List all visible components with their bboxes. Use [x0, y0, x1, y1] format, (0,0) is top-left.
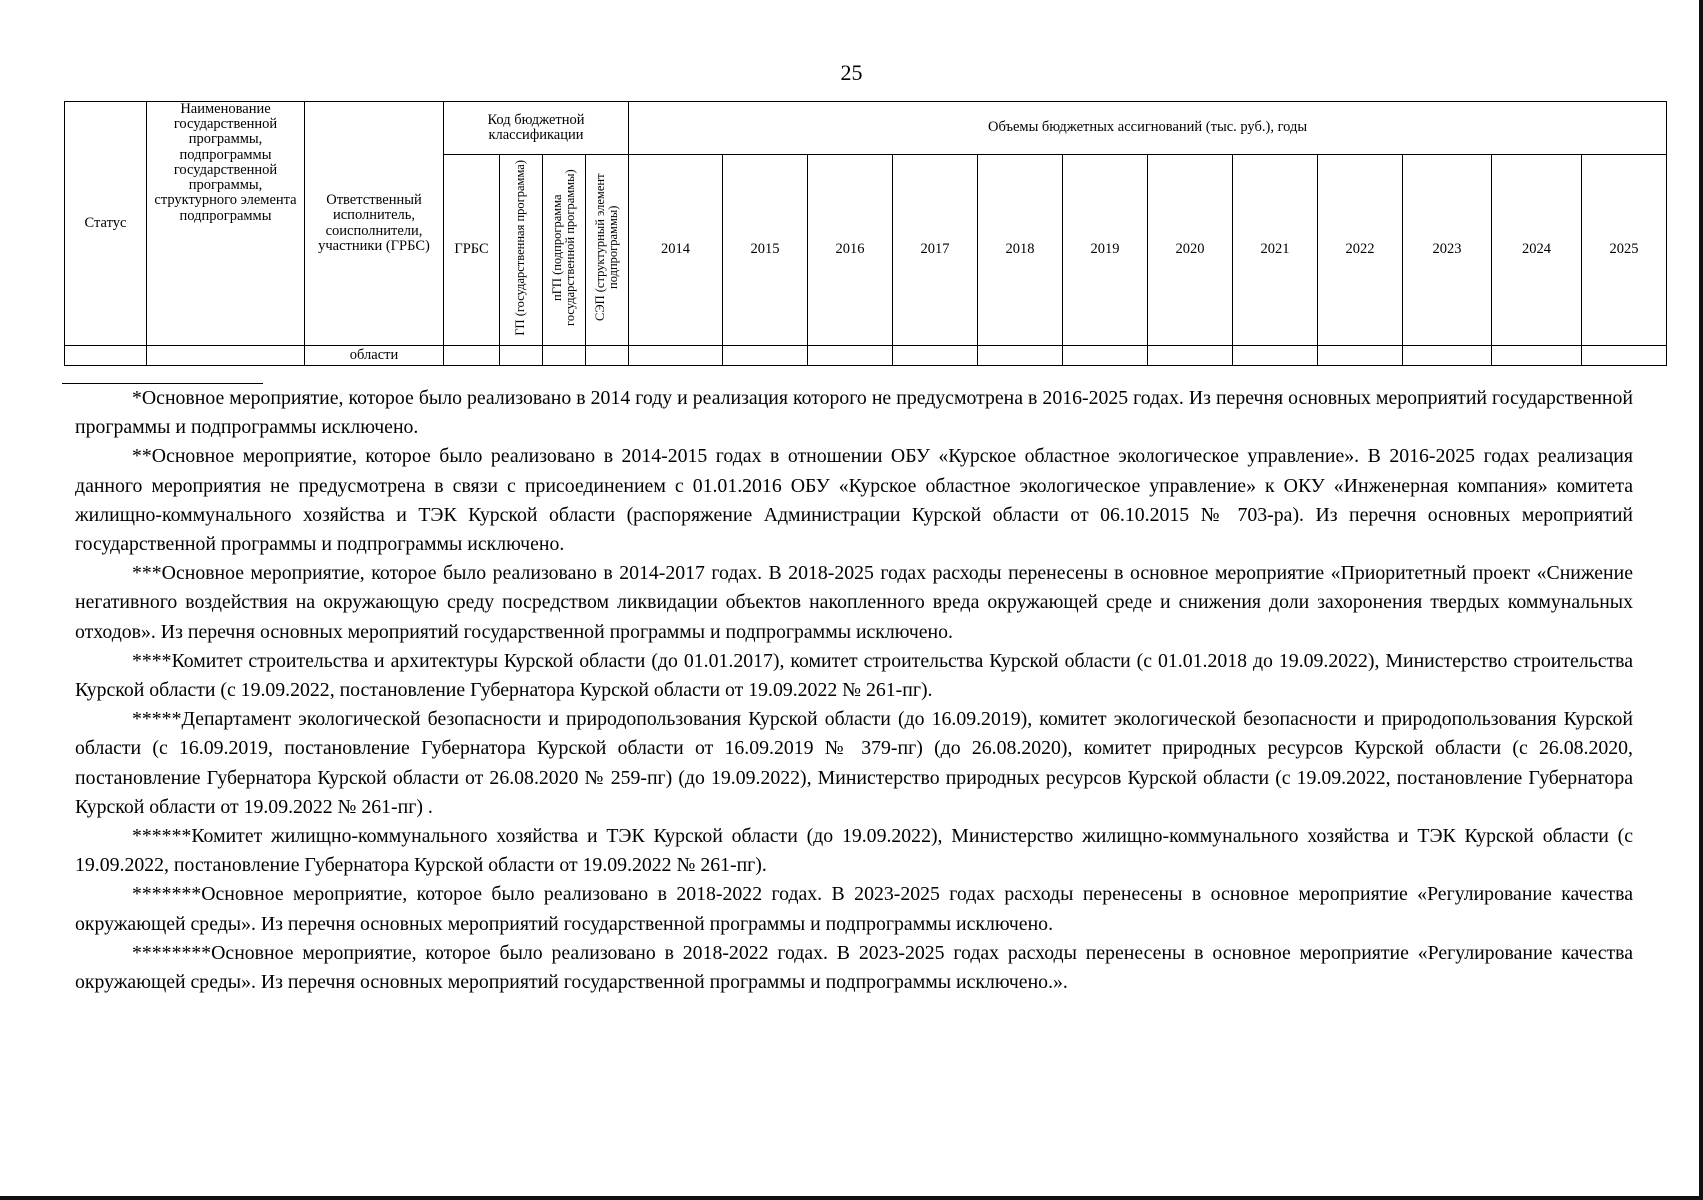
header-status: Статус — [65, 102, 147, 346]
table-cell — [1233, 346, 1318, 366]
header-pgp — [543, 155, 586, 346]
table-cell — [1318, 346, 1403, 366]
table-cell — [893, 346, 978, 366]
footnotes — [75, 384, 1633, 997]
header-responsible: Ответственный исполнитель, соисполнители, участники (ГРБС) — [305, 102, 444, 346]
footnote: ********Основное мероприятие, которое было реализовано в 2018-2022 годах. В 2023-2025 годах расходы перенесены в основное мероприятие «Регулирование качества окружающей среды». Из перечня основных мероприятий государственной программы и подпрограммы исключено.». — [75, 941, 1633, 994]
table-cell — [147, 346, 305, 366]
table-cell — [1063, 346, 1148, 366]
table-cell — [723, 346, 808, 366]
header-gp-label: ГП (государственная программа) — [513, 160, 528, 336]
header-year: 2019 — [1063, 155, 1148, 346]
table-cell — [543, 346, 586, 366]
table-cell — [978, 346, 1063, 366]
header-sep-label: СЭП (структурный элемент подпрограммы) — [592, 174, 620, 322]
table-cell — [1582, 346, 1667, 366]
header-year: 2021 — [1233, 155, 1318, 346]
footnote: *******Основное мероприятие, которое было реализовано в 2018-2022 годах. В 2023-2025 годах расходы перенесены в основное мероприятие «Регулирование качества окружающей среды». Из перечня основных мероприятий государственной программы и подпрограммы исключено. — [75, 883, 1633, 935]
table-cell — [629, 346, 723, 366]
header-year: 2016 — [808, 155, 893, 346]
table-cell — [444, 346, 500, 366]
header-year: 2017 — [893, 155, 978, 346]
footnote: ****Комитет строительства и архитектуры Курской области (до 01.01.2017), комитет строительства Курской области (с 01.01.2018 до 19.09.2022), Министерство строительства Курской области (с 19.09.2022, постановление Губернатора Курской области от 19.09.2022 № 261-пг). — [75, 649, 1633, 702]
header-volumes-group: Объемы бюджетных ассигнований (тыс. руб.), годы — [629, 102, 1667, 155]
header-grbs: ГРБС — [444, 155, 500, 346]
table-cell — [808, 346, 893, 366]
table-cell — [586, 346, 629, 366]
table-row — [65, 346, 1667, 366]
header-year: 2022 — [1318, 155, 1403, 346]
footnote: *****Департамент экологической безопасности и природопользования Курской области (до 16.09.2019), комитет экологической безопасности и природопользования Курской области (с 16.09.2019, постановление Губернатора Курской области от 16.09.2019 № 379-пг) (до 26.08.2020), комитет природных ресурсов Курской области (с 26.08.2020, постановление Губернатора Курской области от 26.08.2020 № 259-пг) (до 19.09.2022), Министерство природных ресурсов Курской области (с 19.09.2022, постановление Губернатора Курской области от 19.09.2022 № 261-пг) . — [75, 708, 1633, 818]
table-cell — [1492, 346, 1582, 366]
table-cell-responsible: области — [305, 346, 444, 366]
header-year: 2020 — [1148, 155, 1233, 346]
header-program-name: Наименование государственной программы, подпрограммы государственной программы, структурного элемента подпрограммы — [147, 102, 305, 346]
footnote: *Основное мероприятие, которое было реализовано в 2014 году и реализация которого не предусмотрена в 2016-2025 годах. Из перечня основных мероприятий государственной программы и подпрограммы исключено. — [75, 387, 1633, 439]
header-year: 2018 — [978, 155, 1063, 346]
header-year: 2025 — [1582, 155, 1667, 346]
table-cell — [65, 346, 147, 366]
header-gp — [500, 155, 543, 346]
footnote: **Основное мероприятие, которое было реализовано в 2014-2015 годах в отношении ОБУ «Курское областное экологическое управление». В 2016-2025 годах реализация данного мероприятия не предусмотрена в связи с присоединением с 01.01.2016 ОБУ «Курское областное экологическое управление» к ОКУ «Инженерная компания» комитета жилищно-коммунального хозяйства и ТЭК Курской области (распоряжение Администрации Курской области от 06.10.2015 № 703-ра). Из перечня основных мероприятий государственной программы и подпрограммы исключено. — [75, 445, 1633, 556]
header-year: 2023 — [1403, 155, 1492, 346]
header-sep — [586, 155, 629, 346]
table-cell — [1403, 346, 1492, 366]
table-cell — [1148, 346, 1233, 366]
footnote: ******Комитет жилищно-коммунального хозяйства и ТЭК Курской области (до 19.09.2022), Министерство жилищно-коммунального хозяйства и ТЭК Курской области (с 19.09.2022, постановление Губернатора Курской области от 19.09.2022 № 261-пг). — [75, 825, 1633, 877]
header-year: 2014 — [629, 155, 723, 346]
page-number: 25 — [840, 60, 863, 85]
header-budget-code-group: Код бюджетной классификации — [444, 102, 629, 155]
header-year: 2024 — [1492, 155, 1582, 346]
footnote: ***Основное мероприятие, которое было реализовано в 2014-2017 годах. В 2018-2025 годах расходы перенесены в основное мероприятие «Приоритетный проект «Снижение негативного воздействия на окружающую среду посредством ликвидации объектов накопленного вреда окружающей среде и снижения доли захоронения твердых коммунальных отходов». Из перечня основных мероприятий государственной программы и подпрограммы исключено. — [75, 562, 1633, 643]
table-cell — [500, 346, 543, 366]
header-pgp-label: пГП (подпрограмма государственной программы) — [549, 169, 577, 327]
header-year: 2015 — [723, 155, 808, 346]
table-header-row-1 — [65, 102, 1667, 155]
budget-table — [64, 101, 1667, 366]
